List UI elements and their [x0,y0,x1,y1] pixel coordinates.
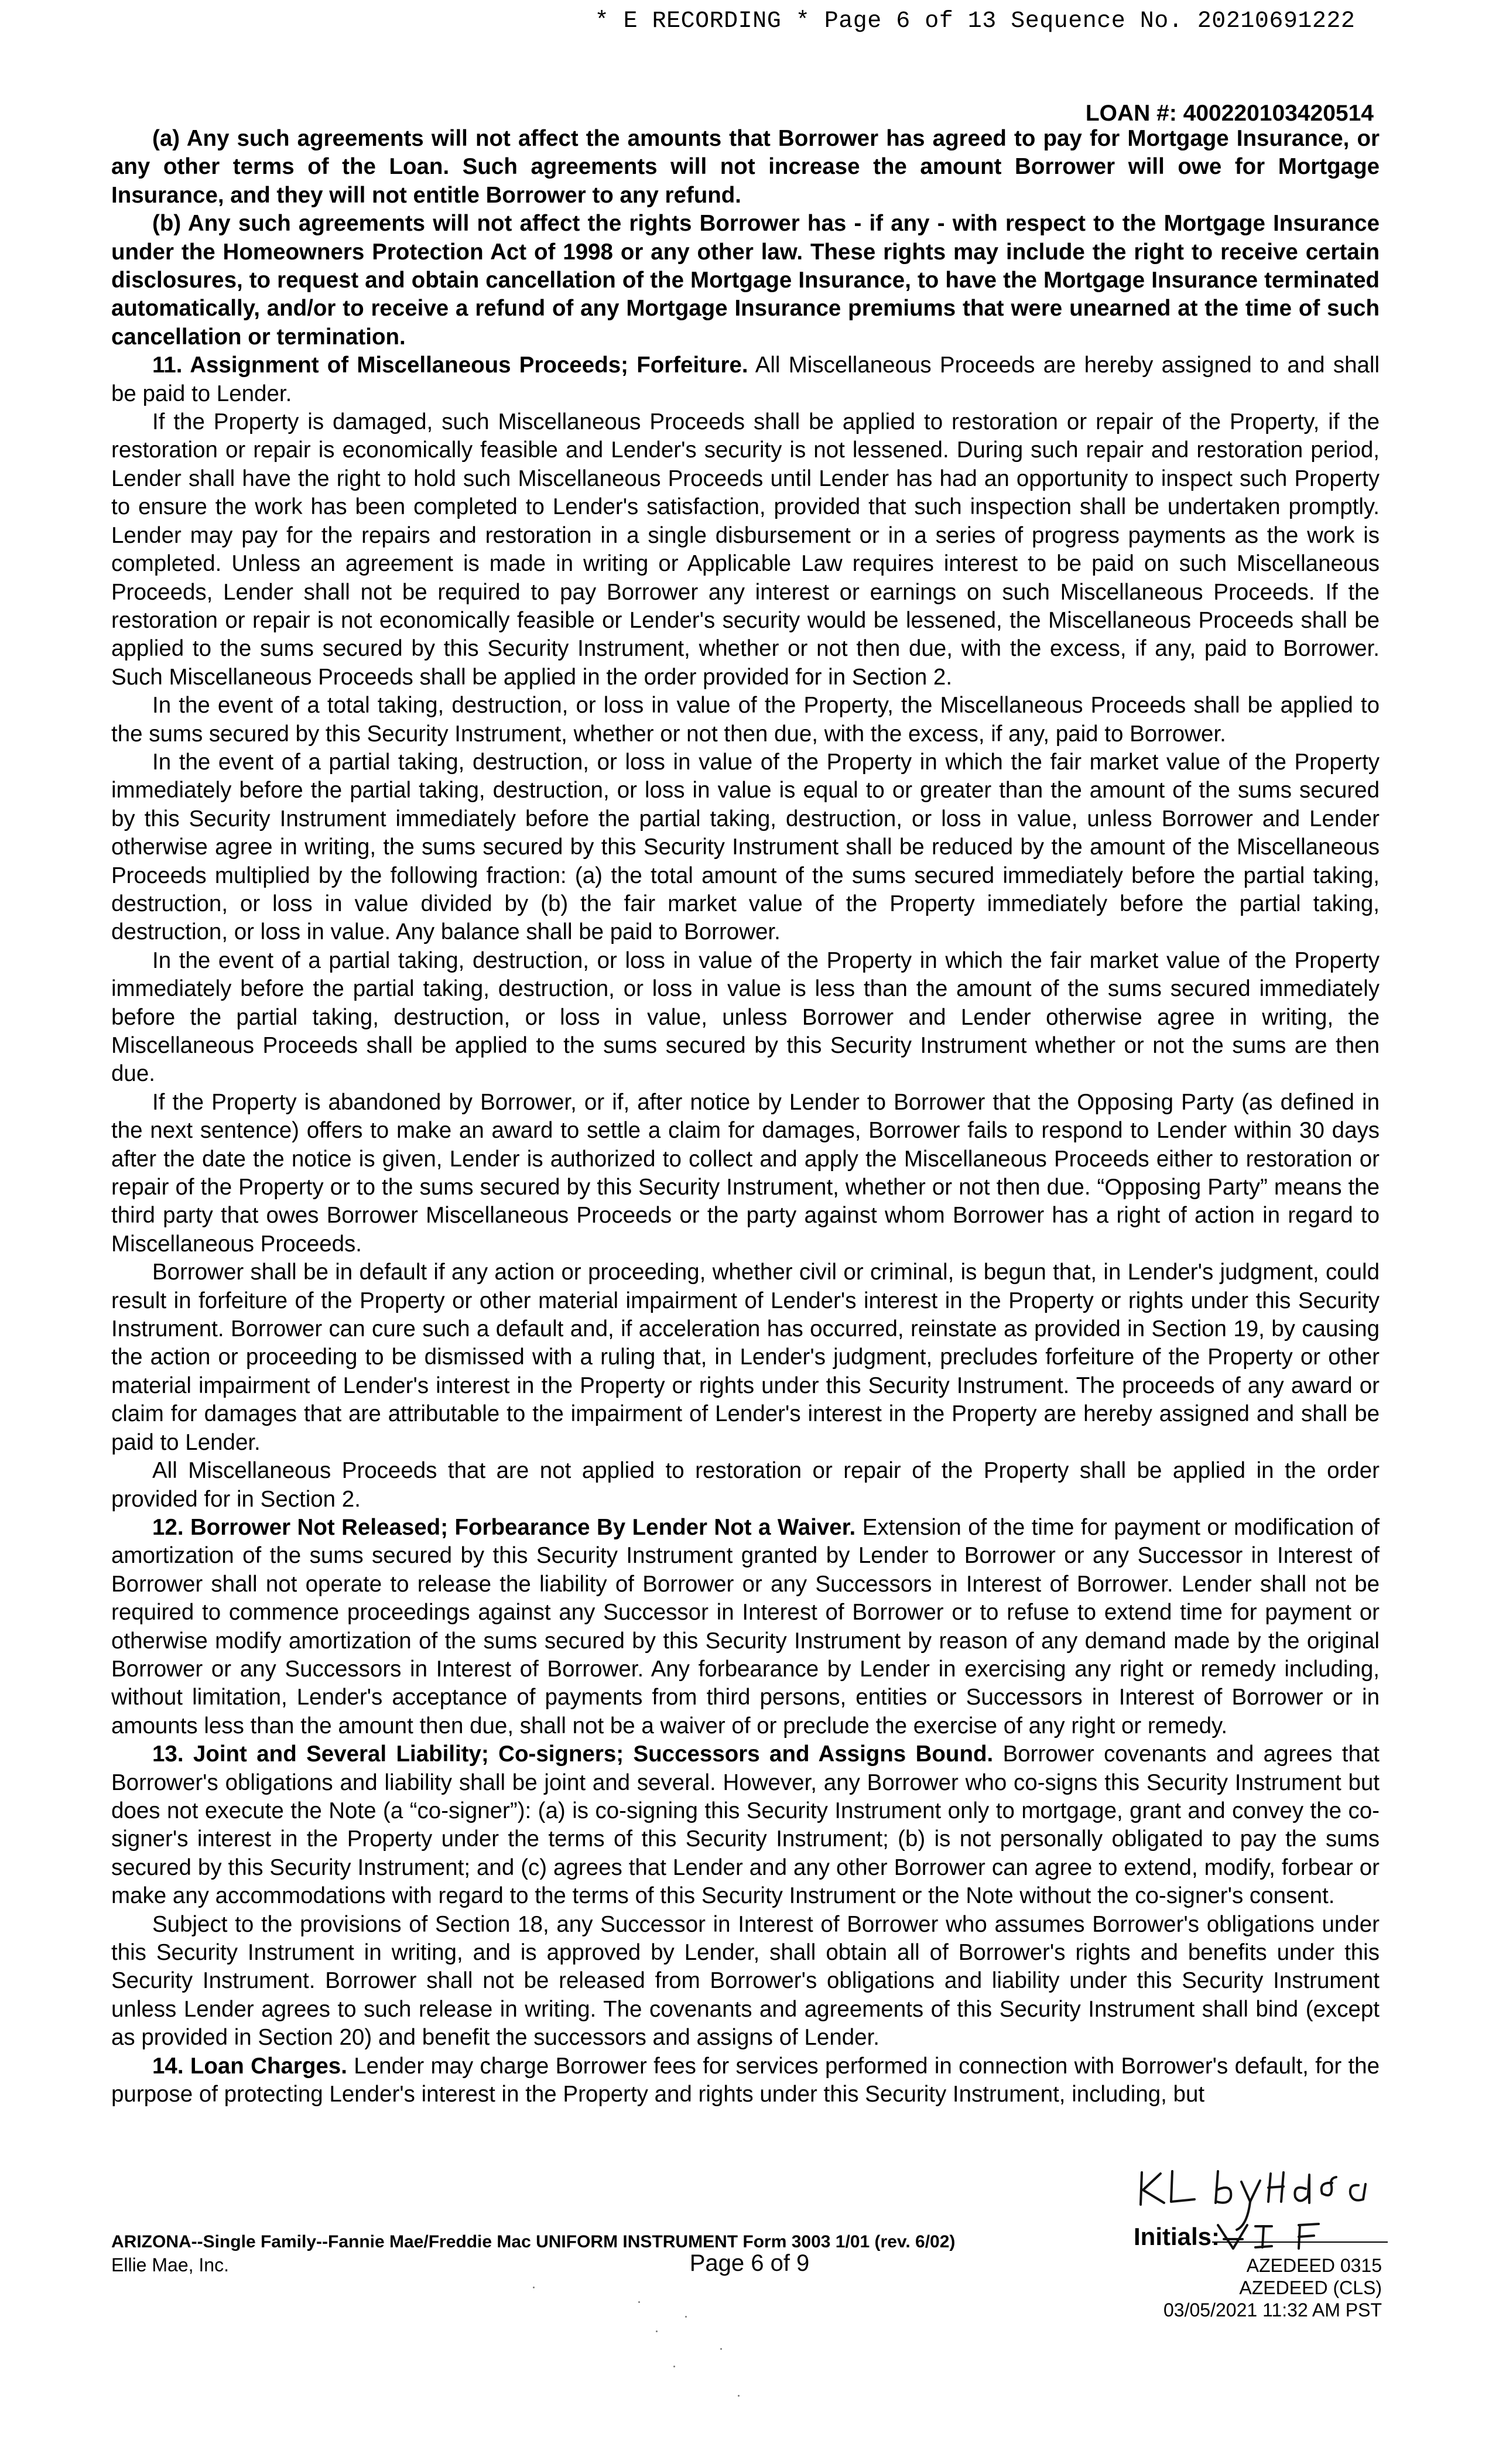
scan-speck [533,2287,535,2288]
section-14-text: Lender may charge Borrower fees for services performed in connection with Borrower's default, for the purpose of protecting Lender's interest in the Property and rights under this Security Instrument, including, but [111,2053,1380,2107]
paragraph-11-abandoned: If the Property is abandoned by Borrower, or if, after notice by Lender to Borrower that the Opposing Party (as defined in the next sentence) offers to make an award to settle a claim for damages, Borrower fails to respond to Lender within 30 days after the date the notice is given, Lender is authorized to collect and apply the Miscellaneous Proceeds either to restoration or repair of the Property or to the sums secured by this Security Instrument, whether or not then due. “Opposing Party” means the third party that owes Borrower Miscellaneous Proceeds or the party against whom Borrower has a right of action in regard to Miscellaneous Proceeds. [111,1089,1380,1257]
form-identifier: ARIZONA--Single Family--Fannie Mae/Freddie Mac UNIFORM INSTRUMENT Form 3003 1/01 (rev. 6/02) [111,2232,956,2251]
paragraph-11-total-taking: In the event of a total taking, destruction, or loss in value of the Property, the Miscellaneous Proceeds shall be applied to the sums secured by this Security Instrument, whether or not then due, with the excess, if any, paid to Borrower. [111,693,1380,747]
paragraph-14 [111,2052,1380,2109]
section-12-text: Extension of the time for payment or modification of amortization of the sums secured by this Security Instrument granted by Lender to Borrower or any Successor in Interest of Borrower shall not operate to release the liability of Borrower or any Successors in Interest of Borrower. Lender shall not be required to commence proceedings against any Successor in Interest of Borrower or to refuse to extend time for payment or otherwise modify amortization of the sums secured by this Security Instrument by reason of any demand made by the original Borrower or any Successors in Interest of Borrower. Any forbearance by Lender in exercising any right or remedy including, without limitation, Lender's acceptance of payments from third persons, entities or Successors in Interest of Borrower or in amounts less than the amount then due, shall not be a waiver of or preclude the exercise of any right or remedy. [111,1514,1380,1739]
scan-speck [638,2301,640,2303]
form-code-cls: AZEDEED (CLS) [1239,2277,1382,2298]
paragraph-11-partial-equal: In the event of a partial taking, destruction, or loss in value of the Property in which the fair market value of the Property immediately before the partial taking, destruction, or loss in value is equal to or greater than the amount of the sums secured by this Security Instrument immediately before the partial taking, destruction, or loss in value, unless Borrower and Lender otherwise agree in writing, the sums secured by this Security Instrument shall be reduced by the amount of the Miscellaneous Proceeds multiplied by the following fraction: (a) the total amount of the sums secured immediately before the partial taking, destruction, or loss in value divided by (b) the fair market value of the Property immediately before the partial taking, destruction, or loss in value. Any balance shall be paid to Borrower. [111,749,1380,945]
scan-speck [738,2395,740,2397]
scan-speck [685,2316,687,2318]
initials-label: Initials: [1134,2223,1220,2250]
company-name: Ellie Mae, Inc. [111,2254,229,2275]
paragraph-11-damage: If the Property is damaged, such Miscellaneous Proceeds shall be applied to restoration or repair of the Property, if the restoration or repair is economically feasible and Lender's security is not lessened. During such repair and restoration period, Lender shall have the right to hold such Miscellaneous Proceeds until Lender has had an opportunity to inspect such Property to ensure the work has been completed to Lender's satisfaction, provided that such inspection shall be undertaken promptly. Lender may pay for the repairs and restoration in a single disbursement or in a series of progress payments as the work is completed. Unless an agreement is made in writing or Applicable Law requires interest to be paid on such Miscellaneous Proceeds, Lender shall not be required to pay Borrower any interest or earnings on such Miscellaneous Proceeds. If the restoration or repair is not economically feasible or Lender's security would be lessened, the Miscellaneous Proceeds shall be applied to the sums secured by this Security Instrument, whether or not then due, with the excess, if any, paid to Borrower. Such Miscellaneous Proceeds shall be applied in the order provided for in Section 2. [111,409,1380,690]
print-timestamp: 03/05/2021 11:32 AM PST [1163,2299,1382,2321]
section-11-text: All Miscellaneous Proceeds are hereby assigned to and shall be paid to Lender. [111,353,1380,406]
section-13-text: Borrower covenants and agrees that Borrower's obligations and liability shall be joint and several. However, any Borrower who co-signs this Security Instrument but does not execute the Note (a “co-signer”): (a) is co-signing this Security Instrument only to mortgage, grant and convey the co-signer's interest in the Property under the terms of this Security Instrument; (b) is not personally obligated to pay the sums secured by this Security Instrument; and (c) agrees that Lender and any other Borrower can agree to extend, modify, forbear or make any accommodations with regard to the terms of this Security Instrument or the Note without the co-signer's consent. [111,1741,1380,1909]
form-code: AZEDEED 0315 [1246,2255,1382,2276]
paragraph-10a: (a) Any such agreements will not affect the amounts that Borrower has agreed to pay for Mortgage Insurance, or any other terms of the Loan. Such agreements will not increase the amount Borrower will owe for Mortgage Insurance, and they will not entitle Borrower to any refund. [111,126,1380,208]
loan-number: LOAN #: 400220103420514 [1085,101,1374,126]
paragraph-10b: (b) Any such agreements will not affect the rights Borrower has - if any - with respect to the Mortgage Insurance under the Homeowners Protection Act of 1998 or any other law. These rights may include the right to receive certain disclosures, to request and obtain cancellation of the Mortgage Insurance, to have the Mortgage Insurance terminated automatically, and/or to receive a refund of any Mortgage Insurance premiums that were unearned at the time of such cancellation or termination. [111,211,1380,350]
scan-speck [656,2330,658,2332]
paragraph-13-successor: Subject to the provisions of Section 18, any Successor in Interest of Borrower who assumes Borrower's obligations under this Security Instrument in writing, and is approved by Lender, shall obtain all of Borrower's rights and benefits under this Security Instrument. Borrower shall not be released from Borrower's obligations and liability under this Security Instrument unless Lender agrees to such release in writing. The covenants and agreements of this Security Instrument shall bind (except as provided in Section 20) and benefit the successors and assigns of Lender. [111,1911,1380,2051]
paragraph-11-partial-less: In the event of a partial taking, destruction, or loss in value of the Property in which the fair market value of the Property immediately before the partial taking, destruction, or loss in value is less than the amount of the sums secured immediately before the partial taking, destruction, or loss in value, unless Borrower and Lender otherwise agree in writing, the Miscellaneous Proceeds shall be applied to the sums secured by this Security Instrument whether or not the sums are then due. [111,947,1380,1087]
paragraph-13 [111,1740,1380,1910]
paragraph-11-default: Borrower shall be in default if any action or proceeding, whether civil or criminal, is begun that, in Lender's judgment, could result in forfeiture of the Property or other material impairment of Lender's interest in the Property or rights under this Security Instrument. Borrower can cure such a default and, if acceleration has occurred, reinstate as provided in Section 19, by causing the action or proceeding to be dismissed with a ruling that, in Lender's judgment, precludes forfeiture of the Property or other material impairment of Lender's interest in the Property or rights under this Security Instrument. The proceeds of any award or claim for damages that are attributable to the impairment of Lender's interest in the Property are hereby assigned and shall be paid to Lender. [111,1260,1380,1455]
scan-speck [720,2348,722,2350]
paragraph-11-unapplied: All Miscellaneous Proceeds that are not applied to restoration or repair of the Property shall be applied in the order provided for in Section 2. [111,1458,1380,1512]
page-number: Page 6 of 9 [689,2250,810,2276]
paragraph-12 [111,1514,1380,1740]
paragraph-11 [111,351,1380,408]
scan-speck [673,2366,675,2367]
section-12-title: 12. Borrower Not Released; Forbearance By Lender Not a Waiver. [152,1514,856,1540]
section-14-title: 14. Loan Charges. [152,2053,347,2079]
document-body [111,125,1380,2109]
section-13-title: 13. Joint and Several Liability; Co-signers; Successors and Assigns Bound. [152,1741,994,1767]
recording-header: * E RECORDING * Page 6 of 13 Sequence No. 20210691222 [594,8,1356,35]
section-11-title: 11. Assignment of Miscellaneous Proceeds; Forfeiture. [152,353,748,378]
initials-underline [1212,2241,1388,2243]
footer-codes [1163,2254,1382,2321]
